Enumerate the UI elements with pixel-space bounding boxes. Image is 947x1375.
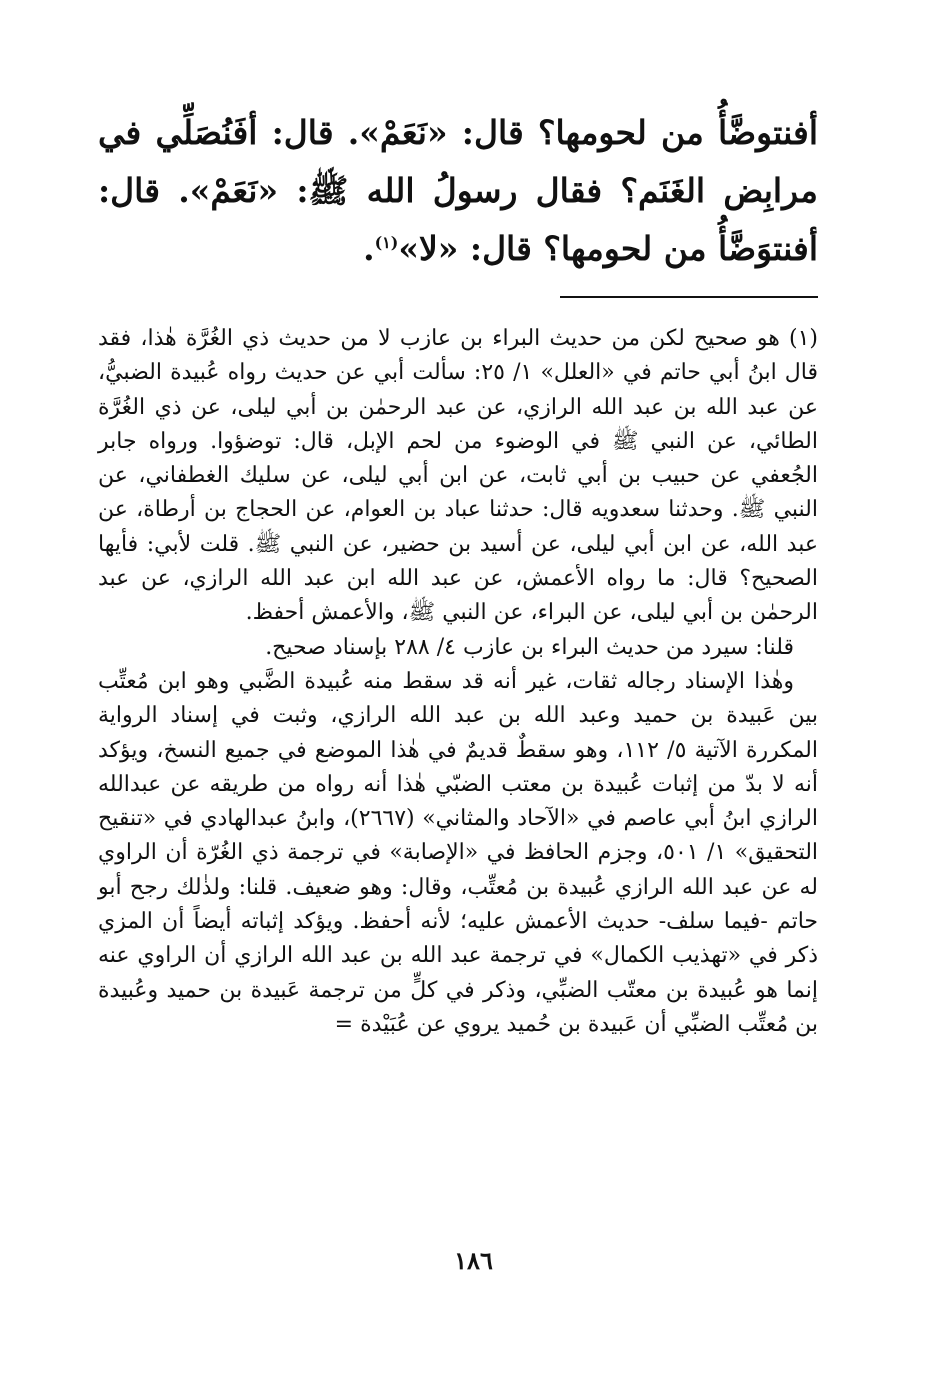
footnote-reference: (١) [374,233,399,252]
footnote-paragraph-3: وهٰذا الإسناد رجاله ثقات، غير أنه قد سقط منه عُبيدة الضَّبي وهو ابن مُعتِّب بين عَبيدة بن حميد وعبد الله بن عبد الله الرازي، وثبت في إسناد الرواية المكررة الآتية ٥/ ١١٢، وهو سقطٌ قديمٌ في هٰذا الموضع في جميع النسخ، ويؤكد أنه لا بدّ من إثبات عُبيدة بن معتب الضبّي هٰذا أنه رواه من طريقه عن عبدالله الرازي ابنُ أبي عاصم في «الآحاد والمثاني» (٢٦٦٧)، وابنُ عبدالهادي في «تنقيح التحقيق» ١/ ٥٠١، وجزم الحافظ في «الإصابة» في ترجمة ذي الغُرّة أن الراوي له عن عبد الله الرازي عُبيدة بن مُعتِّب، وقال: وهو ضعيف. قلنا: ولذٰلك رجح أبو حاتم -فيما سلف- حديث الأعمش عليه؛ لأنه أحفظ. ويؤكد إثباته أيضاً أن المزي ذكر في «تهذيب الكمال» في ترجمة عبد الله بن عبد الله الرازي أن الراوي عنه إنما هو عُبيدة بن معتّب الضبِّي، وذكر في كلٍّ من ترجمة عَبيدة بن حميد وعُبيدة بن مُعتِّب الضبِّي أن عَبيدة بن حُميد يروي عن عُبَيْدة = [98,668,819,1037]
page-number: ١٨٦ [454,1246,493,1275]
main-text-paragraph [98,104,818,278]
footnote-paragraph-2: قلنا: سيرد من حديث البراء بن عازب ٤/ ٢٨٨ بإسناد صحيح. [265,634,794,660]
main-text-body: أفنتوضَّأُ من لحومها؟ قال: «نَعَمْ». قال: أفَنُصَلِّي في مرابِض الغَنَم؟ فقال رسولُ الله ﷺ: «نَعَمْ». قال: أفنتوَضَّأُ من لحومها؟ قال: «لا» [98,113,818,268]
footnote-paragraph-1: (١) هو صحيح لكن من حديث البراء بن عازب لا من حديث ذي الغُرَّة هٰذا، فقد قال ابنُ أبي حاتم في «العلل» ١/ ٢٥: سألت أبي عن حديث رواه عُبيدة الضبيُّ، عن عبد الله بن عبد الله الرازي، عن عبد الرحمٰن بن أبي ليلى، عن ذي الغُرَّة الطائي، عن النبي ﷺ في الوضوء من لحم الإبل، قال: توضؤوا. ورواه جابر الجُعفي عن حبيب بن أبي ثابت، عن ابن أبي ليلى، عن سليك الغطفاني، عن النبي ﷺ. وحدثنا سعدويه قال: حدثنا عباد بن العوام، عن الحجاج بن أرطاة، عن عبد الله، عن ابن أبي ليلى، عن أسيد بن حضير، عن النبي ﷺ. قلت لأبي: فأيها الصحيح؟ قال: ما رواه الأعمش، عن عبد الله ابن عبد الله الرازي، عن عبد الرحمٰن بن أبي ليلى، عن البراء، عن النبي ﷺ، والأعمش أحفظ. [98,326,819,626]
main-text-end: . [363,229,375,268]
footnote-separator [560,296,818,298]
footnotes-section [98,322,818,1042]
